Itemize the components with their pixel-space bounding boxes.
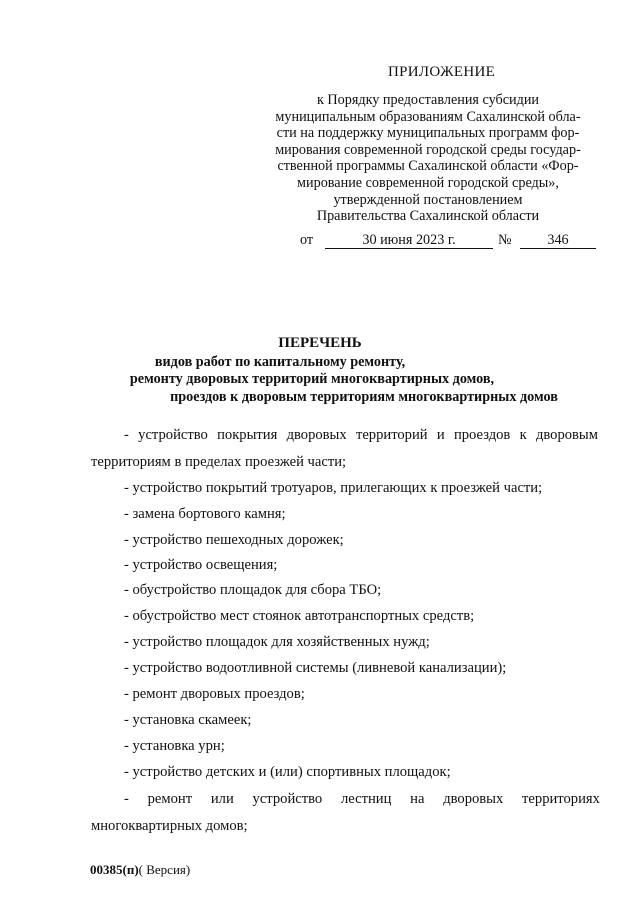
- list-item: [124, 791, 600, 808]
- resolution-date: 30 июня 2023 г.: [325, 232, 493, 249]
- appendix-line: мирования современной городской среды государ-: [275, 141, 581, 158]
- word: -: [124, 791, 129, 807]
- document-subtitle-line: видов работ по капитальному ремонту,: [154, 354, 406, 370]
- document-subtitle-line: ремонту дворовых территорий многоквартирных домов,: [129, 371, 495, 387]
- appendix-line: ственной программы Сахалинской области «Фор-: [277, 158, 579, 175]
- word: проездов: [453, 427, 511, 443]
- version-label: ( Версия): [138, 862, 191, 877]
- list-item: - обустройство площадок для сбора ТБО;: [124, 582, 382, 598]
- list-item: - устройство пешеходных дорожек;: [124, 532, 344, 548]
- number-prefix: №: [498, 232, 512, 248]
- resolution-number: 346: [520, 232, 596, 249]
- appendix-title: ПРИЛОЖЕНИЕ: [388, 64, 496, 80]
- list-item: - устройство детских и (или) спортивных площадок;: [124, 764, 451, 780]
- document-code: 00385(п): [90, 862, 139, 877]
- word: к: [519, 427, 527, 443]
- appendix-line: Правительства Сахалинской области: [316, 208, 540, 225]
- word: устройство: [138, 427, 208, 443]
- word: -: [124, 427, 129, 443]
- word: или: [210, 791, 234, 807]
- list-item: - устройство площадок для хозяйственных нужд;: [124, 634, 430, 650]
- list-item: - обустройство мест стоянок автотранспортных средств;: [124, 608, 475, 624]
- list-item-text: [124, 427, 598, 444]
- appendix-line: мирование современной городской среды»,: [297, 174, 559, 191]
- appendix-line: муниципальным образованиям Сахалинской обла-: [275, 108, 581, 125]
- appendix-line: утвержденной постановлением: [333, 191, 523, 208]
- document-subtitle-line: проездов к дворовым территориям многоквартирных домов: [170, 389, 558, 405]
- word: и: [436, 427, 445, 443]
- word: устройство: [252, 791, 323, 807]
- appendix-line: к Порядку предоставления субсидии: [316, 92, 540, 108]
- word: территориях: [522, 791, 600, 807]
- word: покрытия: [217, 427, 278, 443]
- word: на: [410, 791, 425, 807]
- list-item: - устройство покрытий тротуаров, прилегающих к проезжей части;: [124, 480, 543, 496]
- list-item: - установка скамеек;: [124, 712, 252, 728]
- list-item-text: [124, 791, 600, 808]
- word: дворовых: [443, 791, 504, 807]
- resolution-date-line: [300, 232, 600, 252]
- list-item-continuation: территориям в пределах проезжей части;: [91, 454, 347, 470]
- list-item-continuation: многоквартирных домов;: [91, 818, 248, 834]
- date-prefix: от: [300, 232, 314, 248]
- list-item: - замена бортового камня;: [124, 506, 286, 522]
- footer-document-code: [90, 862, 190, 878]
- word: дворовых: [286, 427, 347, 443]
- list-item: - ремонт дворовых проездов;: [124, 686, 305, 702]
- word: территорий: [355, 427, 428, 443]
- list-item: - устройство освещения;: [124, 557, 278, 573]
- document-title: ПЕРЕЧЕНЬ: [278, 335, 362, 351]
- word: ремонт: [147, 791, 193, 807]
- word: лестниц: [340, 791, 392, 807]
- list-item: [124, 427, 598, 444]
- list-item: - устройство водоотливной системы (ливневой канализации);: [124, 660, 507, 676]
- appendix-description: [252, 92, 604, 225]
- appendix-line: сти на поддержку муниципальных программ фор-: [276, 125, 580, 142]
- list-item: - установка урн;: [124, 738, 225, 754]
- word: дворовым: [535, 427, 598, 443]
